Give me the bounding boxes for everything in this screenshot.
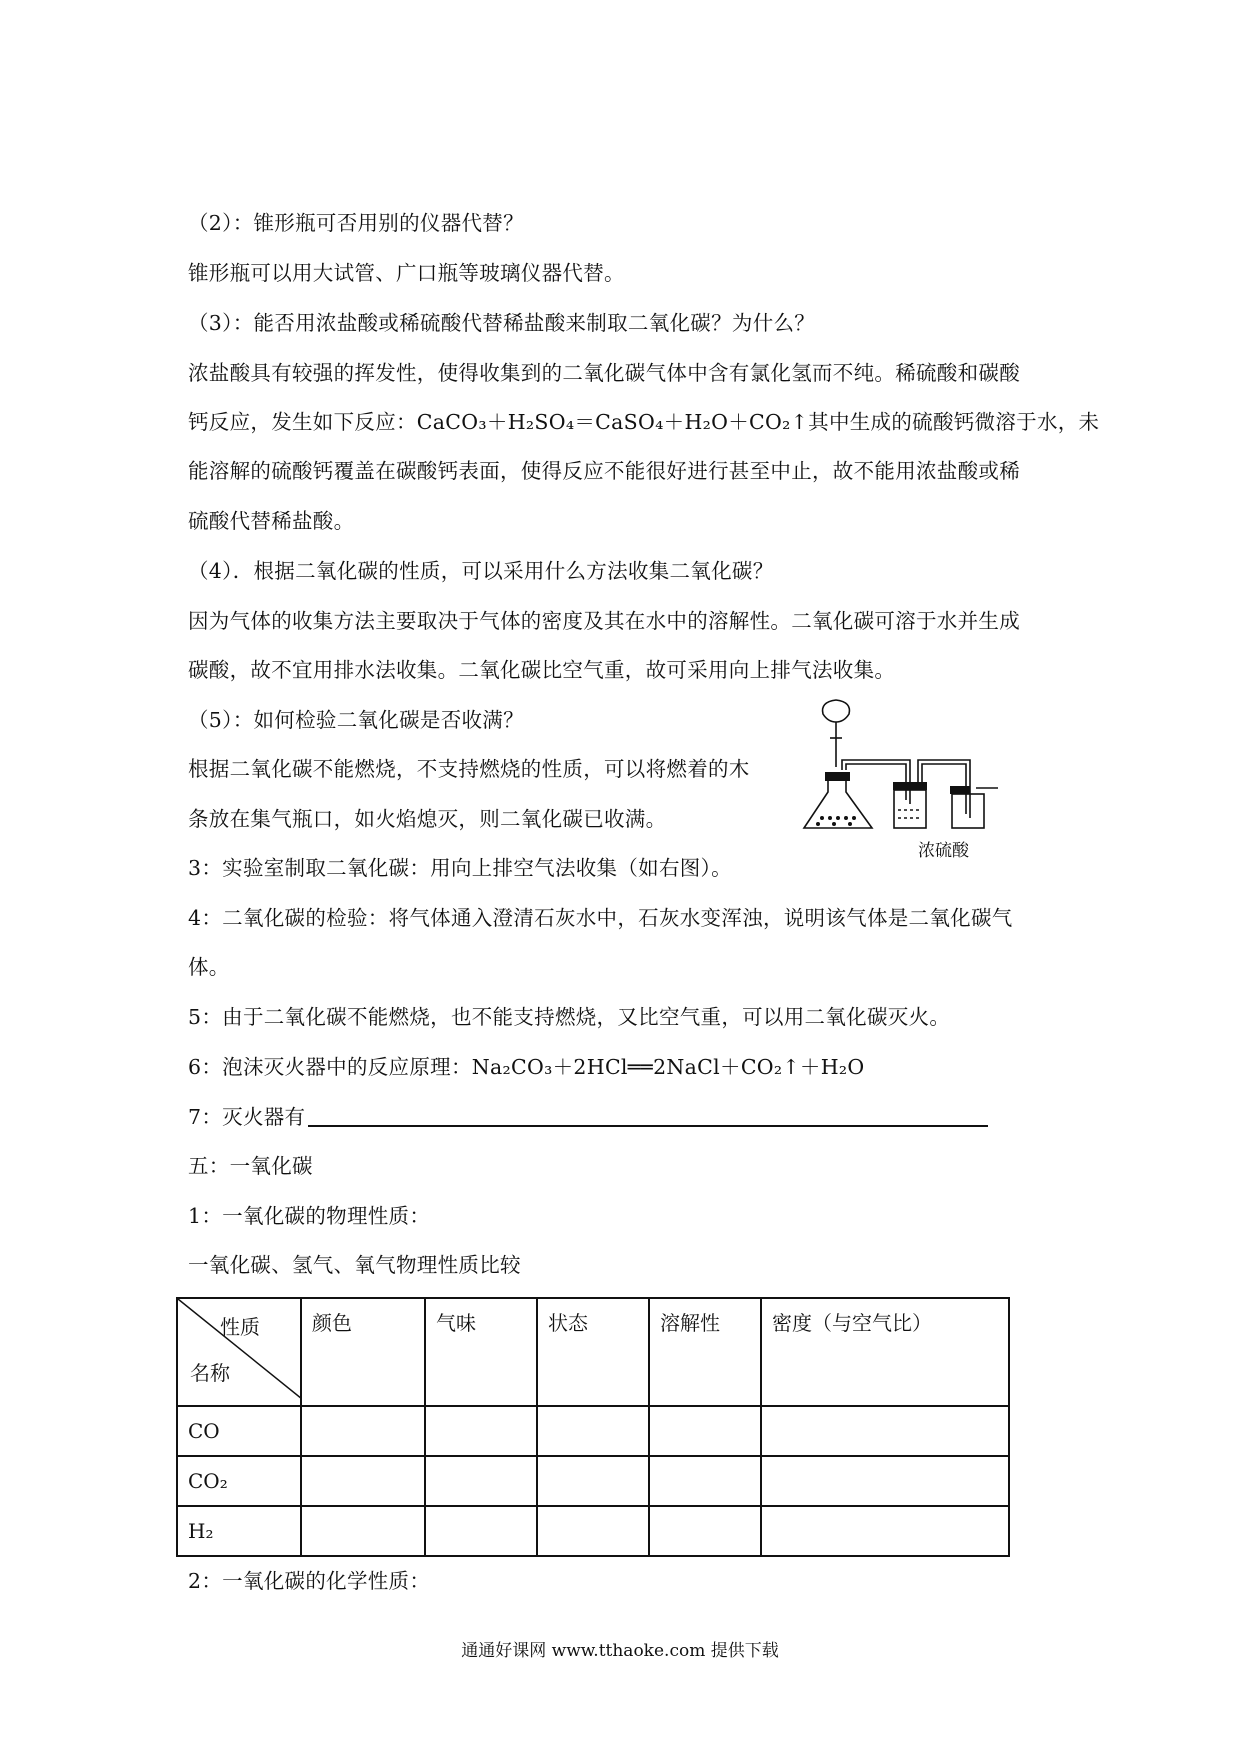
answer-4-line-2: 碳酸，故不宜用排水法收集。二氧化碳比空气重，故可采用向上排气法收集。 (188, 658, 896, 682)
co2-collection-apparatus-figure (790, 692, 1010, 832)
item-4-line-2: 体。 (188, 955, 230, 979)
answer-2: 锥形瓶可以用大试管、广口瓶等玻璃仪器代替。 (188, 261, 625, 285)
header-solubility: 溶解性 (649, 1298, 761, 1406)
header-density: 密度（与空气比） (761, 1298, 1009, 1406)
properties-comparison-table (176, 1297, 1010, 1557)
table-row (177, 1456, 1009, 1506)
row-label-co: CO (177, 1406, 301, 1456)
table-corner-cell (177, 1298, 301, 1406)
item-3: 3：实验室制取二氧化碳：用向上排空气法收集（如右图）。 (188, 856, 732, 880)
answer-4-line-1: 因为气体的收集方法主要取决于气体的密度及其在水中的溶解性。二氧化碳可溶于水并生成 (188, 609, 1020, 633)
answer-3-line-4: 硫酸代替稀盐酸。 (188, 509, 355, 533)
row-label-co2: CO₂ (177, 1456, 301, 1506)
table-title: 一氧化碳、氢气、氧气物理性质比较 (188, 1253, 521, 1277)
section-5-title: 五：一氧化碳 (188, 1154, 313, 1178)
item-5: 5：由于二氧化碳不能燃烧，也不能支持燃烧，又比空气重，可以用二氧化碳灭火。 (188, 1005, 951, 1029)
answer-5-line-1: 根据二氧化碳不能燃烧，不支持燃烧的性质，可以将燃着的木 (188, 757, 750, 781)
corner-label-property: 性质 (220, 1315, 260, 1339)
header-color: 颜色 (301, 1298, 425, 1406)
answer-3-line-1: 浓盐酸具有较强的挥发性，使得收集到的二氧化碳气体中含有氯化氢而不纯。稀硫酸和碳酸 (188, 361, 1020, 385)
answer-3-line-3: 能溶解的硫酸钙覆盖在碳酸钙表面，使得反应不能很好进行甚至中止，故不能用浓盐酸或稀 (188, 459, 1020, 483)
item-4-line-1: 4：二氧化碳的检验：将气体通入澄清石灰水中，石灰水变浑浊，说明该气体是二氧化碳气 (188, 906, 1013, 930)
table-header-row (177, 1298, 1009, 1406)
item-2-chemical: 2：一氧化碳的化学性质： (188, 1569, 431, 1593)
header-state: 状态 (537, 1298, 649, 1406)
question-3: （3）：能否用浓盐酸或稀硫酸代替稀盐酸来制取二氧化碳？为什么？ (188, 311, 816, 335)
item-1-physical: 1：一氧化碳的物理性质： (188, 1204, 431, 1228)
page-footer: 通通好课网 www.tthaoke.com 提供下载 (461, 1641, 779, 1661)
row-label-h2: H₂ (177, 1506, 301, 1556)
corner-label-name: 名称 (190, 1361, 230, 1385)
answer-3-line-2: 钙反应，发生如下反应：CaCO₃＋H₂SO₄＝CaSO₄＋H₂O＋CO₂↑其中生成的硫酸钙微溶于水，未 (188, 410, 1100, 434)
figure-caption: 浓硫酸 (918, 841, 969, 861)
item-6: 6：泡沫灭火器中的反应原理：Na₂CO₃＋2HCl══2NaCl＋CO₂↑＋H₂O (188, 1055, 865, 1079)
item-7: 7：灭火器有 (188, 1105, 306, 1129)
fill-in-blank-line (308, 1125, 988, 1127)
table-row (177, 1406, 1009, 1456)
table-row (177, 1506, 1009, 1556)
question-4: （4）．根据二氧化碳的性质，可以采用什么方法收集二氧化碳？ (188, 559, 774, 583)
answer-5-line-2: 条放在集气瓶口，如火焰熄灭，则二氧化碳已收满。 (188, 807, 667, 831)
question-5: （5）：如何检验二氧化碳是否收满？ (188, 708, 524, 732)
question-2: （2）：锥形瓶可否用别的仪器代替？ (188, 211, 524, 235)
header-odor: 气味 (425, 1298, 537, 1406)
